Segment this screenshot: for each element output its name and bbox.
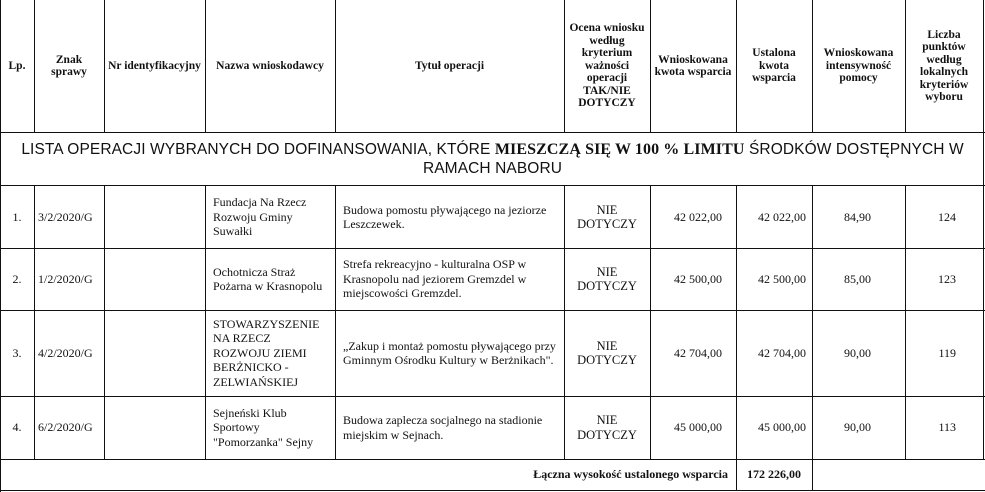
cell-ustalona-kwota: 42 022,00 [758,209,806,224]
cell-ustalona-kwota: 42 500,00 [758,271,806,286]
header-ustalona-kwota: Ustalona kwota wsparcia [752,47,796,85]
cell-punkty: 113 [938,420,956,435]
cell-tytul-operacji: Budowa pomostu pływającego na jeziorze Leszczewek. [343,202,547,231]
total-row [0,459,985,490]
cell-nazwa-wnioskodawcy: Sejneński Klub Sportowy "Pomorzanka" Sejny [213,405,314,449]
cell-ocena-wniosku: NIE DOTYCZY [577,338,637,367]
section-title [0,133,985,185]
cell-intensywnosc: 85,00 [844,271,871,286]
cell-wnioskowana-kwota: 45 000,00 [674,420,722,435]
cell-lp: 2. [12,271,22,286]
cell-lp: 4. [12,420,22,435]
header-intensywnosc-pomocy: Wnioskowana intensywność pomocy [823,47,894,85]
cell-znak-sprawy: 4/2/2020/G [38,345,93,360]
cell-tytul-operacji: Strefa rekreacyjno - kulturalna OSP w Krasnopolu nad jeziorem Gremzdel w miejscowości Gremzdel. [343,257,527,301]
cell-ustalona-kwota: 42 704,00 [758,345,806,360]
cell-nr-identyfikacyjny [104,396,205,459]
header-nazwa-wnioskodawcy: Nazwa wnioskodawcy [216,59,324,72]
cell-znak-sprawy: 3/2/2020/G [38,209,93,224]
header-nr-identyfikacyjny: Nr identyfikacyjny [108,59,201,72]
cell-znak-sprawy: 6/2/2020/G [38,420,93,435]
cell-wnioskowana-kwota: 42 500,00 [674,271,722,286]
cell-ocena-wniosku: NIE DOTYCZY [577,202,637,231]
table-row [0,396,985,459]
section-title-bold: MIESZCZĄ SIĘ W 100 % LIMITU [494,141,745,158]
cell-nazwa-wnioskodawcy: STOWARZYSZENIE NA RZECZ ROZWOJU ZIEMI BERŻNICKO - ZELWIAŃSKIEJ [213,316,320,389]
cell-znak-sprawy: 1/2/2020/G [38,271,93,286]
table-row [0,186,985,248]
cell-nr-identyfikacyjny [104,310,205,396]
cell-nr-identyfikacyjny [104,248,205,310]
section-title-text: LISTA OPERACJI WYBRANYCH DO DOFINANSOWANIA, KTÓRE [21,141,495,158]
cell-nr-identyfikacyjny [104,186,205,248]
cell-lp: 3. [12,345,22,360]
cell-tytul-operacji: Budowa zaplecza socjalnego na stadionie miejskim w Sejnach. [343,413,543,442]
cell-punkty: 119 [938,345,956,360]
header-ocena-wniosku: Ocena wniosku według kryterium ważności operacji TAK/NIE DOTYCZY [569,22,645,110]
header-wnioskowana-kwota: Wnioskowana kwota wsparcia [654,53,732,78]
cell-nazwa-wnioskodawcy: Ochotnicza Straż Pożarna w Krasnopolu [213,264,323,293]
cell-ustalona-kwota: 45 000,00 [758,420,806,435]
header-znak-sprawy: Znak sprawy [51,53,87,78]
cell-wnioskowana-kwota: 42 022,00 [674,209,722,224]
section-title-end: ŚRODKÓW DOSTĘPNYCH W RAMACH NABORU [422,141,964,177]
cell-intensywnosc: 90,00 [844,420,871,435]
cell-nazwa-wnioskodawcy: Fundacja Na Rzecz Rozwoju Gminy Suwałki [213,195,307,239]
cell-wnioskowana-kwota: 42 704,00 [674,345,722,360]
table-row [0,248,985,310]
cell-punkty: 124 [938,209,956,224]
header-tytul-operacji: Tytuł operacji [414,59,485,72]
cell-intensywnosc: 90,00 [844,345,871,360]
total-label: Łączna wysokość ustalonego wsparcia [533,467,728,481]
cell-lp: 1. [12,209,22,224]
total-value: 172 226,00 [747,467,801,481]
cell-ocena-wniosku: NIE DOTYCZY [577,413,637,442]
table-header-row [0,0,985,132]
cell-tytul-operacji: „Zakup i montaż pomostu pływającego przy Gminnym Ośrodku Kultury w Berżnikach". [343,338,556,367]
header-lp: Lp. [8,59,26,72]
header-liczba-punktow: Liczba punktów według lokalnych kryteriów wyboru [919,28,969,103]
table-row [0,310,985,396]
cell-intensywnosc: 84,90 [844,209,871,224]
cell-ocena-wniosku: NIE DOTYCZY [577,264,637,293]
cell-punkty: 123 [938,271,956,286]
